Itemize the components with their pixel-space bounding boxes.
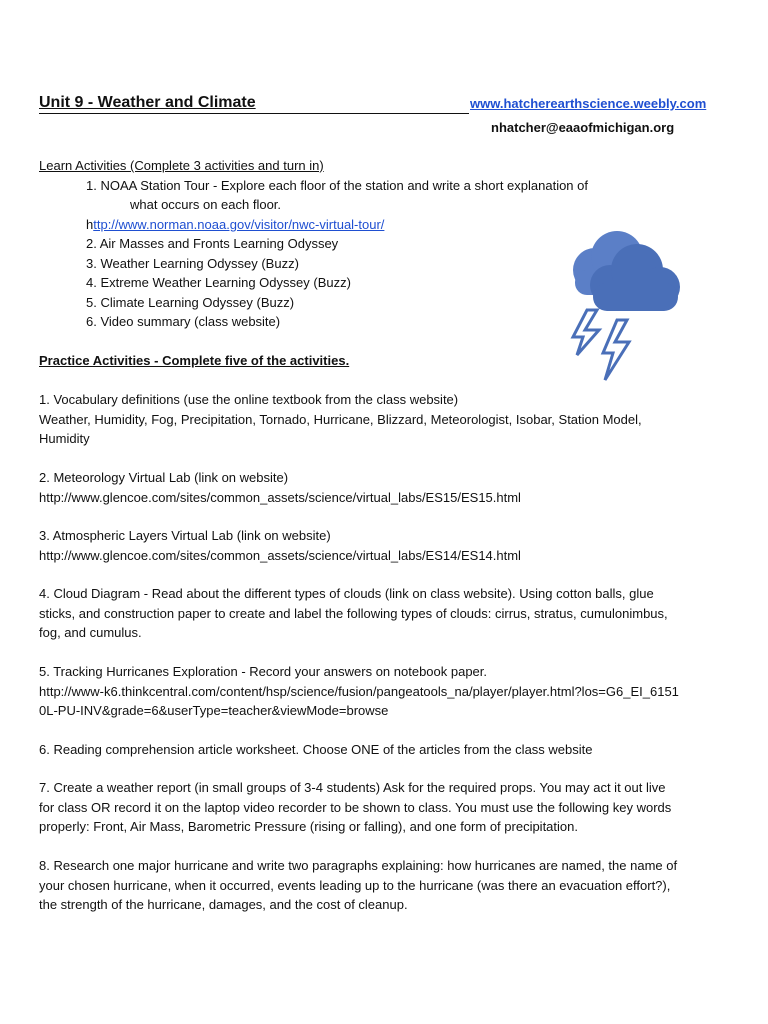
learn-item-4: 4. Extreme Weather Learning Odyssey (Buzz) [86,275,351,290]
practice-6-line-1: 6. Reading comprehension article worksheet. Choose ONE of the articles from the class website [39,742,593,757]
practice-4-line-1: 4. Cloud Diagram - Read about the different types of clouds (link on class website). Using cotton balls, glue [39,586,654,601]
practice-8-line-1: 8. Research one major hurricane and write two paragraphs explaining: how hurricanes are named, the name of [39,858,678,873]
practice-item-4 [39,584,739,643]
practice-item-5 [39,662,739,721]
learn-heading: Learn Activities (Complete 3 activities and turn in) [39,158,324,173]
title-underline [39,93,469,114]
practice-7-line-1: 7. Create a weather report (in small groups of 3-4 students) Ask for the required props. You may act it out live [39,780,666,795]
practice-1-line-3: Humidity [39,431,90,446]
practice-item-7 [39,778,739,837]
practice-8-line-3: the strength of the hurricane, damages, and the cost of cleanup. [39,897,408,912]
lightning-bolt-icon [573,310,629,380]
practice-8-line-2: your chosen hurricane, when it occurred, events leading up to the hurricane (was there an evacuation effort?), [39,877,671,893]
practice-2-url[interactable]: http://www.glencoe.com/sites/common_assets/science/virtual_labs/ES15/ES15.html [39,489,521,505]
learn-item-2: 2. Air Masses and Fronts Learning Odyssey [86,236,339,251]
practice-5-line-1: 5. Tracking Hurricanes Exploration - Record your answers on notebook paper. [39,664,488,679]
practice-4-line-3: fog, and cumulus. [39,625,142,640]
practice-7-line-3: properly: Front, Air Mass, Barometric Pressure (rising or falling), and one form of precipitation. [39,819,578,834]
practice-heading: Practice Activities - Complete five of the activities. [39,353,350,368]
practice-4-line-2: sticks, and construction paper to create and label the following types of clouds: cirrus, stratus, cumulonimbus, [39,605,668,621]
practice-item-3 [39,526,739,565]
link-prefix: h [86,217,94,232]
learn-item-3: 3. Weather Learning Odyssey (Buzz) [86,256,299,271]
practice-item-8 [39,856,739,915]
website-link[interactable]: www.hatcherearthscience.weebly.com [470,96,707,111]
practice-2-line-1: 2. Meteorology Virtual Lab (link on website) [39,470,289,485]
email-address: nhatcher@eaaofmichigan.org [491,120,675,135]
noaa-tour-link[interactable]: ttp://www.norman.noaa.gov/visitor/nwc-virtual-tour/ [93,217,385,232]
page-title: Unit 9 - Weather and Climate [39,94,256,111]
storm-cloud-icon [555,225,685,385]
practice-item-6 [39,740,739,760]
practice-7-line-2: for class OR record it on the laptop video recorder to be shown to class. You must use the following key words [39,799,672,815]
practice-1-line-2: Weather, Humidity, Fog, Precipitation, Tornado, Hurricane, Blizzard, Meteorologist, Isobar, Station Model, [39,411,642,427]
practice-5-url-2[interactable]: 0L-PU-INV&grade=6&userType=teacher&viewMode=browse [39,703,389,718]
practice-5-url-1[interactable]: http://www-k6.thinkcentral.com/content/hsp/science/fusion/pangeatools_na/player/player.html?los=G6_EI_6151 [39,683,679,699]
practice-3-url[interactable]: http://www.glencoe.com/sites/common_assets/science/virtual_labs/ES14/ES14.html [39,547,521,563]
learn-item-5: 5. Climate Learning Odyssey (Buzz) [86,295,295,310]
practice-1-line-1: 1. Vocabulary definitions (use the online textbook from the class website) [39,392,459,407]
practice-item-2 [39,468,739,507]
learn-item-1-link-row [86,215,384,235]
learn-item-1-line-1: 1. NOAA Station Tour - Explore each floor of the station and write a short explanation of [86,178,588,193]
learn-item-1-line-2: what occurs on each floor. [130,197,282,212]
learn-item-6: 6. Video summary (class website) [86,314,281,329]
practice-3-line-1: 3. Atmospheric Layers Virtual Lab (link on website) [39,528,331,543]
practice-item-1 [39,390,739,449]
